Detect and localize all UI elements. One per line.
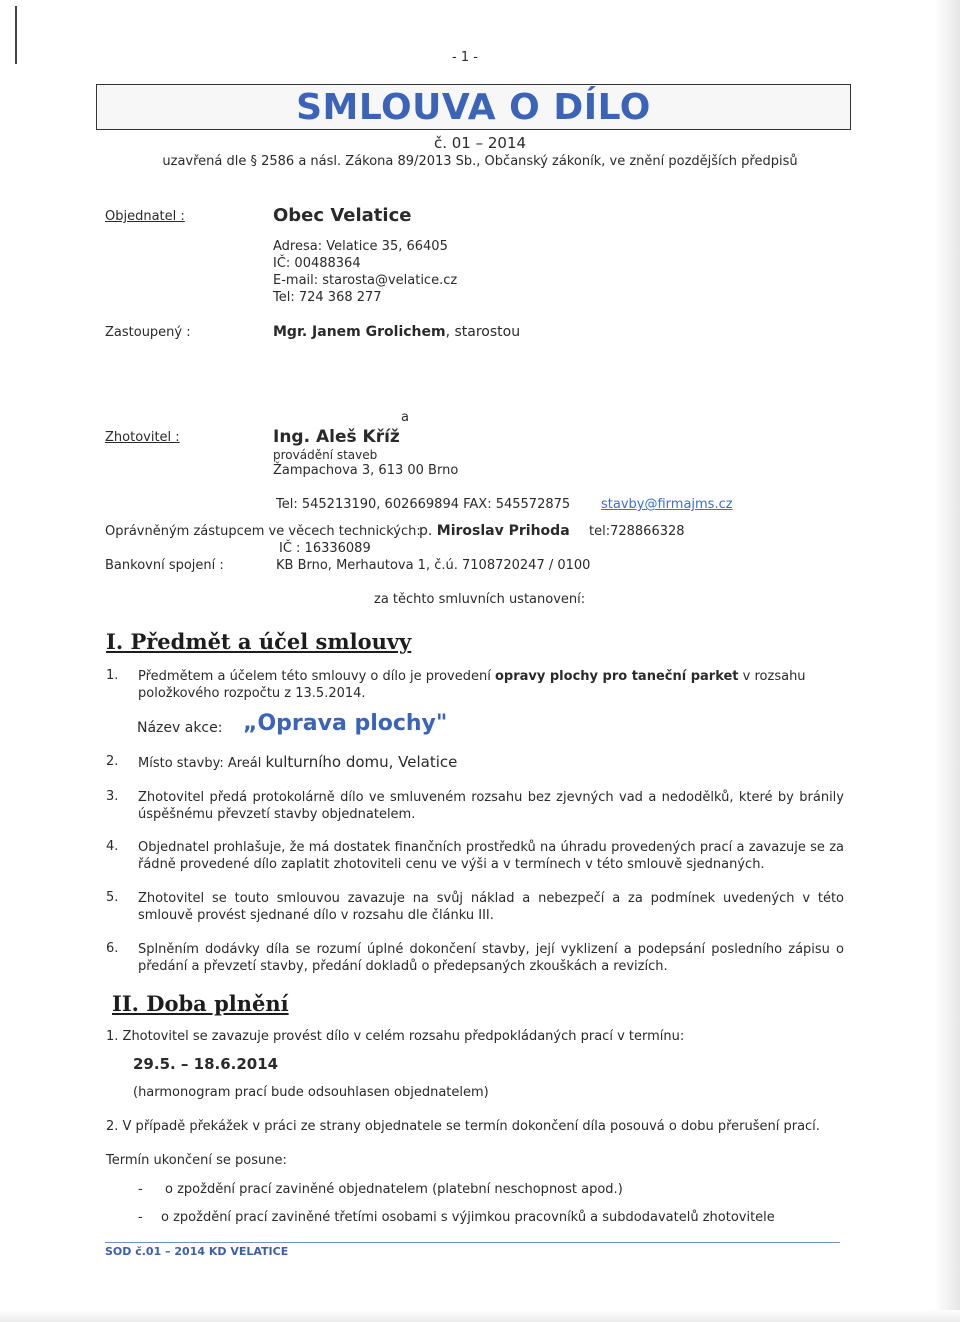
section-2-item-2: 2. V případě překážek v práci ze strany objednatele se termín dokončení díla posouvá o dobu přerušení prací.	[106, 1119, 820, 1134]
item-5-number: 5.	[106, 890, 119, 905]
document-title: SMLOUVA O DÍLO	[296, 87, 651, 128]
tech-prefix: p.	[419, 523, 433, 539]
scan-right-edge	[934, 0, 960, 1322]
item-1-number: 1.	[106, 668, 119, 683]
zhotovitel-business: provádění staveb	[273, 448, 378, 462]
bank-value: KB Brno, Merhautova 1, č.ú. 7108720247 / 0100	[276, 558, 591, 573]
section-2-title: II. Doba plnění	[112, 991, 289, 1016]
zhotovitel-name: Ing. Aleš Kříž	[273, 427, 400, 447]
bullet-dash-2: -	[138, 1210, 143, 1225]
footer-text: SOD č.01 – 2014 KD VELATICE	[105, 1245, 289, 1258]
intro-text: za těchto smluvních ustanovení:	[374, 592, 586, 607]
tech-representative-label: Oprávněným zástupcem ve věcech technických:	[105, 524, 421, 539]
section-2-dates: 29.5. – 18.6.2014	[133, 1055, 279, 1073]
objednatel-tel: Tel: 724 368 277	[273, 290, 382, 305]
postpone-label: Termín ukončení se posune:	[106, 1153, 287, 1168]
objednatel-name: Obec Velatice	[273, 205, 412, 226]
item-4-number: 4.	[106, 839, 119, 854]
zhotovitel-address: Žampachova 3, 613 00 Brno	[273, 463, 459, 478]
item-6-number: 6.	[106, 941, 119, 956]
postpone-bullet-2: o zpoždění prací zaviněné třetími osobami s výjimkou pracovníků a subdodavatelů zhotovitele	[161, 1210, 775, 1225]
item-1-bold: opravy plochy pro taneční parket	[494, 669, 739, 684]
zastoupeny-label: Zastoupený :	[105, 325, 191, 340]
contract-subtitle: uzavřená dle § 2586 a násl. Zákona 89/2013 Sb., Občanský zákoník, ve znění pozdějších předpisů	[162, 154, 798, 169]
item-1-pre: Předmětem a účelem této smlouvy o dílo je provedení	[138, 669, 495, 684]
action-name: „Oprava plochy"	[243, 711, 448, 736]
item-1-post: v rozsahu položkového rozpočtu z 13.5.2014.	[138, 669, 806, 701]
item-4-text: Objednatel prohlašuje, že má dostatek finančních prostředků na úhradu provedených prací a zavazuje se za řádně provedené dílo zaplatit zhotoviteli cenu ve výši a v termínech v této smlouvě sjednaných.	[138, 840, 844, 872]
item-2-number: 2.	[106, 754, 119, 769]
tech-tel: tel:728866328	[589, 524, 685, 539]
item-2-place: kulturního domu, Velatice	[265, 753, 458, 771]
title-box	[96, 84, 851, 130]
zhotovitel-tel: Tel: 545213190, 602669894 FAX: 545572875	[276, 497, 571, 512]
tech-name: Miroslav Prihoda	[436, 523, 570, 539]
conjunction-a: a	[401, 410, 409, 425]
scan-bottom-edge	[0, 1310, 960, 1322]
item-3-number: 3.	[106, 789, 119, 804]
objednatel-ic: IČ: 00488364	[273, 256, 361, 271]
postpone-bullet-1: o zpoždění prací zaviněné objednatelem (platební neschopnost apod.)	[165, 1182, 623, 1197]
bullet-dash-1: -	[138, 1182, 143, 1197]
item-2-pre: Místo stavby: Areál	[138, 756, 266, 771]
section-2-item-1: 1. Zhotovitel se zavazuje provést dílo v celém rozsahu předpokládaných prací v termínu:	[106, 1029, 685, 1044]
objednatel-email: E-mail: starosta@velatice.cz	[273, 273, 458, 288]
zhotovitel-ic: IČ : 16336089	[279, 541, 371, 556]
objednatel-label: Objednatel :	[105, 209, 185, 224]
item-5-text: Zhotovitel se touto smlouvou zavazuje na svůj náklad a nebezpečí a za podmínek uvedených v této smlouvě provést sjednané dílo v rozsahu dle článku III.	[138, 891, 844, 923]
representative-role: , starostou	[445, 324, 521, 340]
zhotovitel-label: Zhotovitel :	[105, 430, 180, 445]
item-1-text	[138, 668, 844, 702]
section-1-title: I. Předmět a účel smlouvy	[106, 629, 412, 654]
item-2-text	[138, 753, 457, 771]
action-label: Název akce:	[137, 720, 223, 736]
page-number: - 1 -	[452, 50, 478, 65]
representative-name: Mgr. Janem Grolichem	[273, 324, 446, 340]
tech-representative-value	[419, 523, 570, 539]
scan-margin-mark	[15, 6, 17, 64]
item-6-text: Splněním dodávky díla se rozumí úplné dokončení stavby, její vyklizení a podepsání posledního zápisu o předání a převzetí stavby, předání dokladů o předepsaných zkouškách a revizích.	[138, 942, 844, 974]
zastoupeny-value	[273, 324, 520, 340]
zhotovitel-email-link[interactable]: stavby@firmajms.cz	[601, 497, 733, 512]
item-3-text: Zhotovitel předá protokolárně dílo ve smluveném rozsahu bez zjevných vad a nedodělků, které by bránily úspěšnému převzetí stavby objednatelem.	[138, 790, 844, 822]
contract-number: č. 01 – 2014	[433, 134, 527, 152]
footer-rule	[105, 1242, 840, 1243]
objednatel-address: Adresa: Velatice 35, 66405	[273, 239, 448, 254]
section-2-note: (harmonogram prací bude odsouhlasen objednatelem)	[133, 1085, 489, 1100]
bank-label: Bankovní spojení :	[105, 558, 224, 573]
